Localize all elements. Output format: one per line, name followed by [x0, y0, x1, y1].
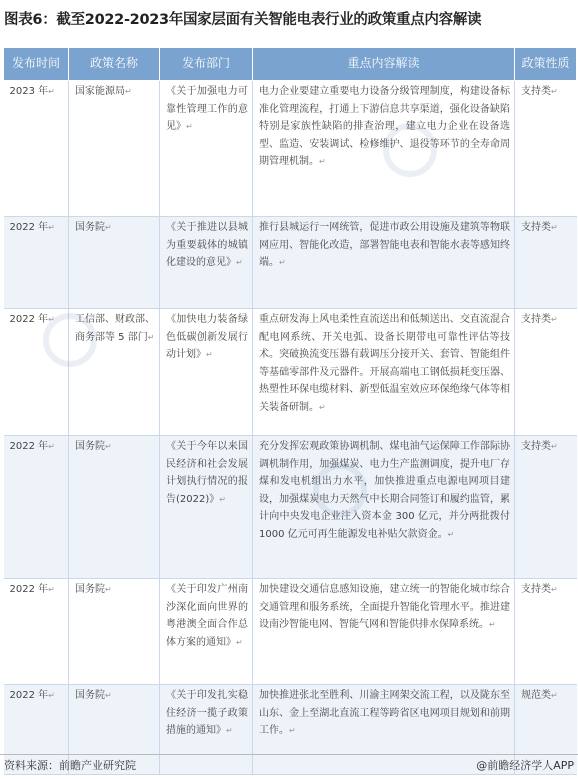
source-note: 资料来源：前瞻产业研究院 — [4, 759, 136, 772]
cell-content: 加快建设交通信息感知设施，建立统一的智能化城市综合交通管理和服务系统，全面提升智能化管理水平。推进建设南沙智能电网、智能气网和智能供排水保障系统。↵ — [253, 579, 515, 685]
cell-department: 国务院↵ — [69, 579, 160, 685]
header-department: 发布部门 — [160, 48, 253, 81]
table-header-row — [4, 48, 577, 81]
policy-table — [3, 47, 577, 775]
cell-content: 加快推进张北至胜利、川渝主网架交流工程，以及陇东至山东、金上至湖北直流工程等跨省区电网项目规划和前期工作。↵ — [253, 685, 515, 775]
header-nature: 政策性质 — [515, 48, 577, 81]
header-policy-name: 政策名称 — [69, 48, 160, 81]
brand-credit: @前瞻经济学人APP — [476, 759, 574, 772]
header-key-content: 重点内容解读 — [253, 48, 515, 81]
page-title: 图表6：截至2022-2023年国家层面有关智能电表行业的政策重点内容解读 — [4, 12, 482, 28]
cell-nature: 支持类↵ — [515, 579, 577, 685]
cell-department: 工信部、财政部、商务部等 5 部门↵ — [69, 309, 160, 436]
cell-nature: 规范类↵ — [515, 685, 577, 775]
cell-department: 国务院↵ — [69, 217, 160, 309]
cell-content: 充分发挥宏观政策协调机制、煤电油气运保障工作部际协调机制作用，加强煤炭、电力生产监测调度，提升电厂存煤和发电机组出力水平，加快推进重点电源电网项目建设，加强煤炭电力天然气中长期合同签订和履约监管，累计向中央发电企业注入资本金 300 亿元，并分两批拨付 1000 亿元可再生能源发电补贴欠款资金。↵ — [253, 436, 515, 579]
cell-nature: 支持类↵ — [515, 436, 577, 579]
cell-nature: 支持类↵ — [515, 217, 577, 309]
cell-content: 重点研发海上风电柔性直流送出和低频送出、交直流混合配电网系统、开关电弧、设备长期带电可靠性评估等技术。突破换流变压器有载调压分接开关、套管、智能组件等基础零部件及元器件。开展高端电工钢低损耗变压器、热塑性环保电缆材料、新型低温室效应环保绝缘气体等相关装备研制。↵ — [253, 309, 515, 436]
cell-year: 2022 年↵ — [4, 579, 69, 685]
cell-year: 2022 年↵ — [4, 436, 69, 579]
watermark-logo-icon — [40, 310, 100, 370]
cell-year: 2022 年↵ — [4, 309, 69, 436]
watermark-logo-icon — [310, 460, 370, 520]
cell-document: 《关于印发扎实稳住经济一揽子政策措施的通知》↵ — [160, 685, 253, 775]
cell-year: 2023 年↵ — [4, 81, 69, 217]
cell-year: 2022 年↵ — [4, 217, 69, 309]
cell-content: 推行县城运行一网统管，促进市政公用设施及建筑等物联网应用、智能化改造，部署智能电表和智能水表等感知终端。↵ — [253, 217, 515, 309]
cell-document: 《关于推进以县城为重要载体的城镇化建设的意见》↵ — [160, 217, 253, 309]
header-date: 发布时间 — [4, 48, 69, 81]
table-row — [4, 579, 577, 685]
cell-nature: 支持类↵ — [515, 81, 577, 217]
table-row — [4, 81, 577, 217]
watermark-logo-icon — [380, 120, 440, 180]
cell-document: 《关于印发广州南沙深化面向世界的粤港澳全面合作总体方案的通知》↵ — [160, 579, 253, 685]
cell-nature: 支持类↵ — [515, 309, 577, 436]
cell-document: 《关于加强电力可靠性管理工作的意见》↵ — [160, 81, 253, 217]
cell-department: 国家能源局↵ — [69, 81, 160, 217]
footer — [0, 754, 578, 776]
cell-document: 《加快电力装备绿色低碳创新发展行动计划》↵ — [160, 309, 253, 436]
cell-department: 国务院↵ — [69, 685, 160, 775]
cell-content: 电力企业要建立重要电力设备分级管理制度，构建设备标准化管理流程，打通上下游信息共享渠道，强化设备缺陷特别是家族性缺陷的排查治理，建立电力企业在设备选型、监造、安装调试、检修维护、退役等环节的全寿命周期管理机制。↵ — [253, 81, 515, 217]
cell-department: 国务院↵ — [69, 436, 160, 579]
table-row — [4, 436, 577, 579]
table-row — [4, 217, 577, 309]
cell-year: 2022 年↵ — [4, 685, 69, 775]
cell-document: 《关于今年以来国民经济和社会发展计划执行情况的报告(2022)》↵ — [160, 436, 253, 579]
